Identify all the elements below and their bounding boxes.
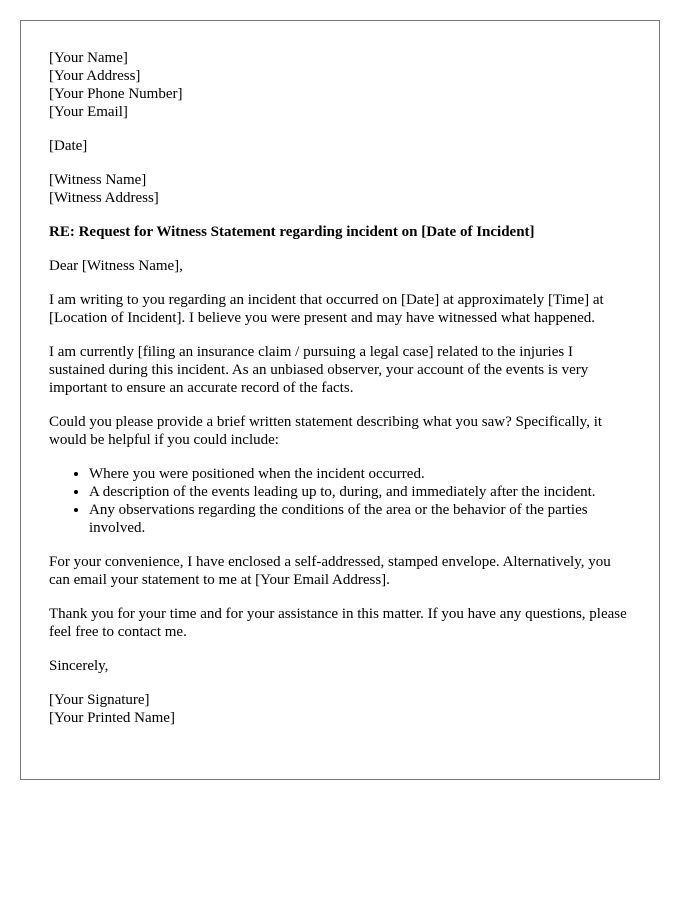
sender-name: [Your Name] [49, 50, 128, 66]
letter-page [20, 20, 660, 780]
recipient-block [49, 171, 631, 207]
sender-block [49, 49, 631, 121]
closing-paragraph-2: Thank you for your time and for your assistance in this matter. If you have any questions, please feel free to contact me. [49, 606, 627, 640]
sender-phone: [Your Phone Number] [49, 86, 183, 102]
salutation: Dear [Witness Name], [49, 258, 183, 274]
body-paragraph-3: Could you please provide a brief written statement describing what you saw? Specifically, it would be helpful if you could include: [49, 414, 603, 448]
recipient-address: [Witness Address] [49, 190, 159, 206]
recipient-name: [Witness Name] [49, 172, 147, 188]
letter-date: [Date] [49, 138, 88, 154]
body-paragraph-1: I am writing to you regarding an incident that occurred on [Date] at approximately [Time] at [Location of Incident]. I believe you were present and may have witnessed what happened. [49, 292, 604, 326]
signature-block [49, 691, 631, 727]
sender-email: [Your Email] [49, 104, 128, 120]
list-item: • Any observations regarding the conditions of the area or the behavior of the parties involved. [89, 501, 631, 537]
list-item: • A description of the events leading up to, during, and immediately after the incident. [89, 483, 631, 501]
signature-line: [Your Signature] [49, 692, 150, 708]
printed-name: [Your Printed Name] [49, 710, 175, 726]
list-item: • Where you were positioned when the incident occurred. [89, 465, 631, 483]
request-list [49, 465, 631, 537]
date-block [49, 137, 631, 155]
valediction: Sincerely, [49, 658, 109, 674]
subject-line: RE: Request for Witness Statement regarding incident on [Date of Incident] [49, 224, 535, 240]
body-paragraph-2: I am currently [filing an insurance claim / pursuing a legal case] related to the injuries I sustained during this incident. As an unbiased observer, your account of the events is very important to ensure an accurate record of the facts. [49, 344, 589, 396]
closing-paragraph-1: For your convenience, I have enclosed a self-addressed, stamped envelope. Alternatively, you can email your statement to me at [Your Email Address]. [49, 554, 611, 588]
sender-address: [Your Address] [49, 68, 141, 84]
